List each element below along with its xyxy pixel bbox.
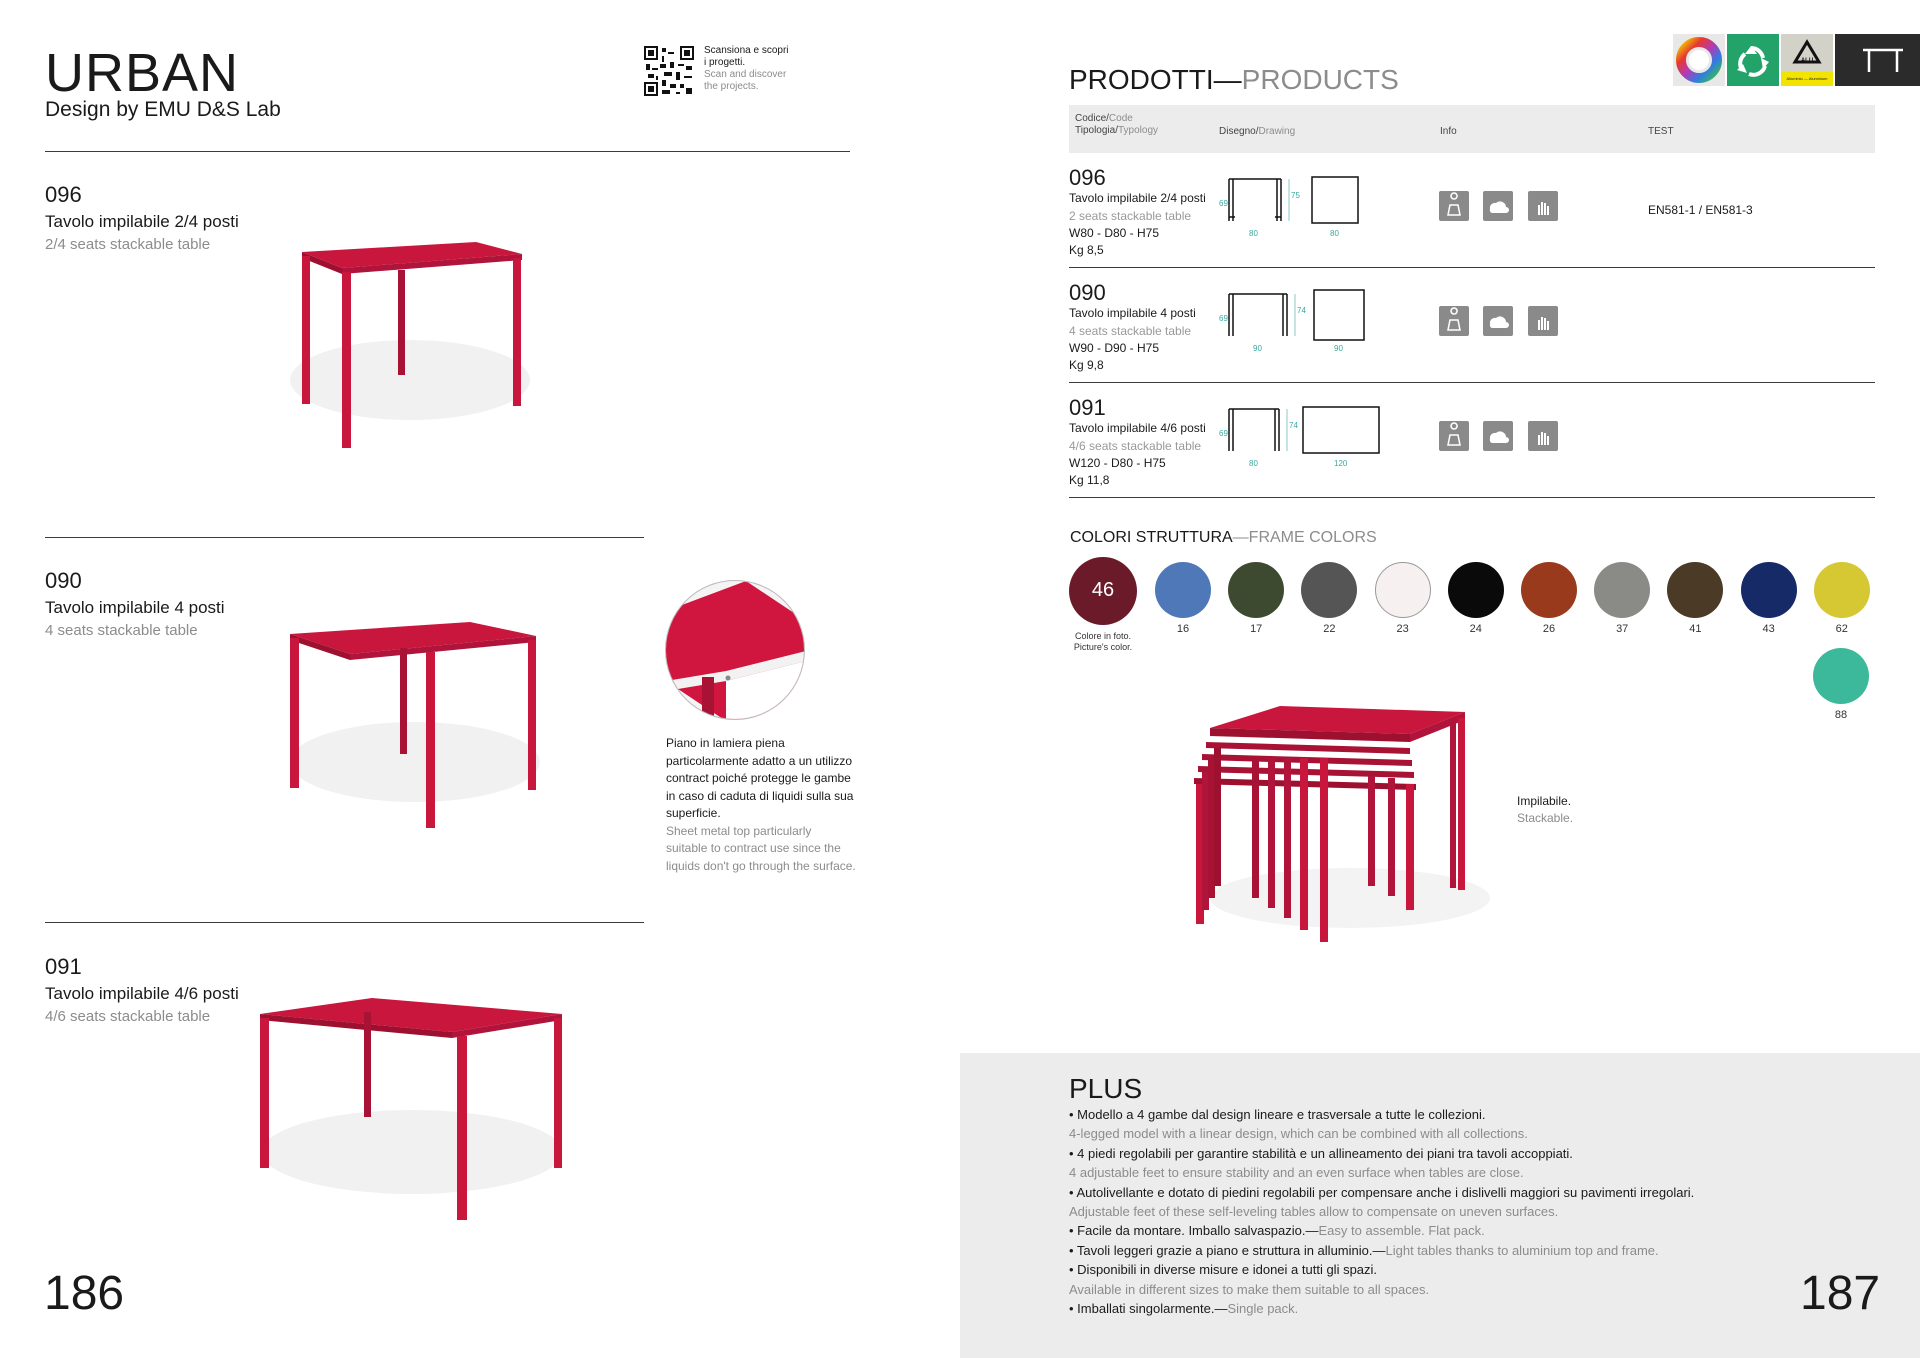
qr-caption-en-1: Scan and discover [704,69,787,80]
dim-width-label: 80 [1249,229,1258,238]
page-number-left: 186 [44,1267,125,1320]
color-code-43: 43 [1762,623,1775,635]
color-swatch-43[interactable] [1741,562,1797,618]
product-row-096 [1069,153,1875,268]
row-code: 091 [1069,395,1106,420]
product-name-it: Tavolo impilabile 4/6 posti [45,984,239,1003]
row-name-it: Tavolo impilabile 4 posti [1069,306,1196,320]
dim-width-label: 90 [1253,344,1262,353]
product-code: 090 [45,568,82,593]
frame-colors-it: COLORI STRUTTURA [1070,529,1233,546]
stackable-label [1517,793,1573,827]
products-heading-sep: — [1213,64,1242,95]
dim-height-total-label: 74 [1297,306,1306,315]
outdoor-weather-icon [1483,306,1513,336]
divider [45,151,850,152]
picture-color-note-it: Colore in foto. [1074,631,1132,641]
outdoor-weather-icon [1483,421,1513,451]
row-info-icons [1439,306,1568,341]
collection-title: URBAN [45,43,240,103]
header-drawing-en: Drawing [1258,126,1296,137]
row-name-en: 4/6 seats stackable table [1069,439,1202,453]
stackable-hand-icon [1528,306,1558,336]
dim-height-total-label: 74 [1289,421,1298,430]
color-code-16: 16 [1176,623,1190,635]
plus-item [1069,1241,1769,1260]
row-drawing [1219,401,1399,471]
color-swatch-17[interactable] [1228,562,1284,618]
row-dimensions: W80 - D80 - H75 [1069,226,1160,240]
product-091-heading [45,954,239,1025]
color-code-22: 22 [1323,623,1336,635]
products-heading-it: PRODOTTI [1069,64,1214,95]
plus-item [1069,1221,1769,1240]
alu-sub-label: Alluminio — Aluminium [1786,76,1828,81]
row-weight: Kg 9,8 [1069,358,1104,372]
row-name-en: 4 seats stackable table [1069,324,1192,338]
detail-text-it: Piano in lamiera piena particolarmente adatto a un utilizzo contract poiché protegge le gambe in caso di caduta di liquidi sulla sua superficie. [666,736,854,820]
row-drawing [1219,171,1369,241]
dim-top-label: 90 [1334,344,1343,353]
qr-code-icon[interactable] [644,46,694,96]
color-code-46: 46 [1091,579,1115,601]
row-dimensions: W90 - D90 - H75 [1069,341,1160,355]
picture-color-note-en: Picture's color. [1073,642,1133,652]
color-swatch-88[interactable] [1813,648,1869,704]
outdoor-weather-icon [1483,191,1513,221]
product-row-090 [1069,268,1875,383]
qr-caption-it-2: i progetti. [704,57,746,68]
color-swatch-37[interactable] [1594,562,1650,618]
product-code: 091 [45,954,82,979]
color-code-17: 17 [1250,623,1263,635]
plus-feature-list [1069,1105,1769,1318]
plus-item-en: 4 adjustable feet to ensure stability and an even surface when tables are close. [1069,1165,1524,1181]
color-wheel-icon [1673,34,1725,86]
qr-caption [704,45,804,93]
stackable-label-en: Stackable. [1517,811,1574,825]
stackable-label-it: Impilabile. [1517,794,1572,808]
color-swatch-62[interactable] [1814,562,1870,618]
weight-load-icon [1439,306,1469,336]
color-code-88: 88 [1834,709,1848,721]
row-weight: Kg 11,8 [1069,473,1110,487]
plus-item-it: • Tavoli leggeri grazie a piano e struttura in alluminio.— [1069,1242,1386,1258]
qr-caption-en-2: the projects. [704,81,759,92]
product-090-image [280,612,550,842]
dim-height-label: 69 [1219,199,1228,208]
color-swatch-24[interactable] [1448,562,1504,618]
products-heading-en: PRODUCTS [1241,64,1399,95]
row-weight: Kg 8,5 [1069,243,1104,257]
product-091-image [252,992,572,1232]
product-code: 096 [45,182,82,207]
color-swatch-23[interactable] [1375,562,1431,618]
color-code-37: 37 [1616,623,1629,635]
header-type-it: Tipologia/ [1075,125,1118,136]
plus-item-en: 4-legged model with a linear design, which can be combined with all collections. [1069,1126,1528,1142]
product-name-it: Tavolo impilabile 4 posti [45,598,225,617]
plus-item-it: • Modello a 4 gambe dal design lineare e trasversale a tutte le collezioni. [1069,1107,1486,1122]
row-drawing [1219,286,1369,356]
row-name-it: Tavolo impilabile 4/6 posti [1069,421,1206,435]
product-090-heading [45,568,225,639]
frame-colors-en: FRAME COLORS [1248,529,1377,546]
plus-item-it: • 4 piedi regolabili per garantire stabilità e un allineamento dei piani tra tavoli accoppiati. [1069,1145,1573,1161]
product-096-heading [45,182,239,253]
dim-top-label: 80 [1330,229,1339,238]
row-name-it: Tavolo impilabile 2/4 posti [1069,191,1206,205]
header-test: TEST [1648,126,1674,137]
row-info-icons [1439,191,1568,226]
detail-text-en: Sheet metal top particularly suitable to contract use since the liquids don't go through the surface. [666,823,856,873]
color-code-62: 62 [1835,623,1848,635]
products-heading [1069,64,1399,96]
product-table-header [1069,105,1875,153]
divider [45,537,644,538]
weight-load-icon [1439,421,1469,451]
color-code-26: 26 [1542,623,1556,635]
plus-item-en: Adjustable feet of these self-leveling tables allow to compensate on uneven surfaces. [1069,1204,1559,1220]
header-info: Info [1440,126,1457,137]
header-drawing-it: Disegno/ [1219,126,1259,137]
color-code-23: 23 [1396,623,1409,635]
color-swatch-26[interactable] [1521,562,1577,618]
plus-item-it: • Imballati singolarmente.— [1069,1301,1228,1317]
stacked-tables-image [1180,698,1500,958]
plus-item-en: Single pack. [1227,1301,1299,1317]
header-drawing [1219,126,1295,137]
plus-item-it: • Autolivellante e dotato di piedini regolabili per compensare anche i dislivelli maggiori su pavimenti irregolari. [1069,1184,1695,1200]
frame-colors-heading [1070,529,1377,547]
top-detail-image [665,580,805,720]
plus-item-it: • Facile da montare. Imballo salvaspazio.— [1069,1223,1319,1239]
product-096-image [280,230,540,460]
dim-width-label: 80 [1249,459,1258,468]
row-code: 090 [1069,280,1106,305]
divider [45,922,644,923]
plus-item-en: Easy to assemble. Flat pack. [1318,1223,1485,1239]
aluminium-icon [1781,34,1833,86]
recycle-icon [1727,34,1779,86]
product-name-en: 2/4 seats stackable table [45,236,211,253]
dim-height-label: 69 [1219,314,1228,323]
frame-colors-sep: — [1232,529,1249,546]
product-name-en: 4/6 seats stackable table [45,1008,211,1025]
table-icon [1835,34,1920,86]
row-code: 096 [1069,165,1106,190]
header-type-en: Typology [1118,125,1159,136]
dim-height-total-label: 75 [1291,191,1300,200]
plus-item-en: Available in different sizes to make them suitable to all spaces. [1069,1281,1430,1297]
weight-load-icon [1439,191,1469,221]
designer-credit: Design by EMU D&S Lab [45,98,281,121]
color-code-41: 41 [1689,623,1702,635]
product-row-091 [1069,383,1875,498]
header-code-type [1075,113,1158,137]
plus-item-it: • Disponibili in diverse misure e idonei a tutti gli spazi. [1069,1262,1378,1278]
color-swatch-16[interactable] [1155,562,1211,618]
page-number-right: 187 [1800,1267,1881,1320]
plus-item-en: Light tables thanks to aluminium top and frame. [1385,1242,1659,1258]
row-test-standard: EN581-1 / EN581-3 [1648,203,1753,217]
stackable-hand-icon [1528,421,1558,451]
divider [1069,497,1875,498]
color-swatch-41[interactable] [1667,562,1723,618]
product-name-it: Tavolo impilabile 2/4 posti [45,212,239,231]
header-code-en: Code [1108,113,1133,124]
plus-title: PLUS [1069,1073,1143,1104]
dim-top-label: 120 [1334,459,1348,468]
alu-label: ALU [1800,58,1814,64]
row-dimensions: W120 - D80 - H75 [1069,456,1166,470]
row-info-icons [1439,421,1568,456]
header-code-it: Codice/ [1075,113,1109,124]
color-swatch-22[interactable] [1301,562,1357,618]
qr-caption-it-1: Scansiona e scopri [704,45,789,56]
color-code-24: 24 [1469,623,1482,635]
stackable-hand-icon [1528,191,1558,221]
product-name-en: 4 seats stackable table [45,622,198,639]
dim-height-label: 69 [1219,429,1228,438]
detail-description [666,735,856,875]
plus-item [1069,1299,1769,1318]
row-name-en: 2 seats stackable table [1069,209,1192,223]
